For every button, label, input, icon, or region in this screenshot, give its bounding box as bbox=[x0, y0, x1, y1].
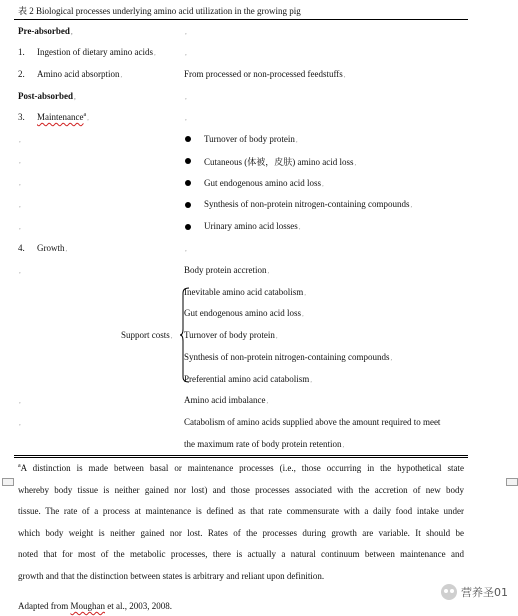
support-cost-text: Turnover of body protein bbox=[184, 330, 275, 340]
cell-mark: , bbox=[185, 114, 187, 122]
bullet-icon bbox=[185, 202, 191, 208]
growth-imbalance: Amino acid imbalance, bbox=[184, 395, 269, 405]
support-cost-text: Synthesis of non-protein nitrogen-containing compounds bbox=[184, 352, 390, 362]
growth-catabolism bbox=[184, 417, 440, 427]
cell-mark: , bbox=[185, 28, 187, 36]
footnote-line: which body weight is neither gained nor lost. Rates of the processes during growth are variable. It should be bbox=[18, 527, 464, 538]
maintenance-item: Synthesis of non-protein nitrogen-containing compounds, bbox=[204, 199, 413, 209]
support-cost-item: Turnover of body protein, bbox=[184, 330, 278, 340]
cell-mark: , bbox=[185, 49, 187, 57]
row-4: 4. Growth, bbox=[18, 243, 68, 253]
row-label: Ingestion of dietary amino acids bbox=[37, 47, 153, 57]
adapted-from bbox=[18, 601, 172, 611]
bullet-icon bbox=[185, 136, 191, 142]
row-3: 3. Maintenance$^a$, bbox=[18, 112, 89, 122]
support-cost-item: Inevitable amino acid catabolism, bbox=[184, 287, 306, 297]
maintenance-item-text: Synthesis of non-protein nitrogen-containing compounds bbox=[204, 199, 410, 209]
footnote-marker: a bbox=[18, 463, 21, 469]
cell-mark: , bbox=[185, 245, 187, 253]
support-cost-text: Gut endogenous amino acid loss bbox=[184, 308, 301, 318]
cell-mark: , bbox=[185, 93, 187, 101]
support-costs-label: Support costs, bbox=[121, 330, 173, 340]
support-cost-text: Preferential amino acid catabolism bbox=[184, 374, 310, 384]
row-value: From processed or non-processed feedstuffs bbox=[184, 69, 343, 79]
table-resize-handle[interactable] bbox=[2, 478, 14, 486]
footnote-text: A distinction is made between basal or maintenance processes (i.e., those occurring in the hypothetical state bbox=[20, 463, 464, 473]
watermark bbox=[441, 584, 508, 600]
growth-accretion: Body protein accretion, bbox=[184, 265, 270, 275]
adapted-prefix: Adapted from bbox=[18, 601, 69, 611]
cell-mark: , bbox=[19, 157, 21, 165]
row-number: 4. bbox=[18, 243, 25, 253]
cell-mark: , bbox=[19, 136, 21, 144]
maintenance-item-text: Turnover of body protein bbox=[204, 134, 295, 144]
growth-catabolism-cont: the maximum rate of body protein retention, bbox=[184, 439, 345, 449]
section-label: Pre-absorbed bbox=[18, 26, 70, 36]
row-label: Maintenance bbox=[37, 112, 84, 122]
row-label: Amino acid absorption bbox=[37, 69, 120, 79]
maintenance-item: Gut endogenous amino acid loss, bbox=[204, 178, 324, 188]
footnote bbox=[18, 456, 464, 588]
row-label: Growth bbox=[37, 243, 65, 253]
row-number: 3. bbox=[18, 112, 25, 122]
row-2: 2. Amino acid absorption, bbox=[18, 69, 123, 79]
caption-text: 表 2 Biological processes underlying amino acid utilization in the growing pig bbox=[18, 6, 301, 16]
section-pre-absorbed: Pre-absorbed, bbox=[18, 26, 73, 36]
maintenance-item: Cutaneous (体被，皮肤) amino acid loss, bbox=[204, 157, 357, 167]
cell-mark: , bbox=[19, 419, 21, 427]
growth-item-text: the maximum rate of body protein retention bbox=[184, 439, 342, 449]
bullet-icon bbox=[185, 180, 191, 186]
top-rule bbox=[14, 19, 468, 20]
cell-mark: , bbox=[19, 397, 21, 405]
table-resize-handle[interactable] bbox=[506, 478, 518, 486]
support-cost-text: Inevitable amino acid catabolism bbox=[184, 287, 304, 297]
growth-item-text: Amino acid imbalance bbox=[184, 395, 266, 405]
footnote-line bbox=[18, 456, 464, 480]
row-1: 1. Ingestion of dietary amino acids, bbox=[18, 47, 156, 57]
footnote-line: tissue. The rate of a process at maintenance is defined as that rate commensurate with a daily food intake under bbox=[18, 506, 464, 517]
support-costs-text: Support costs bbox=[121, 330, 170, 340]
support-cost-item: Preferential amino acid catabolism, bbox=[184, 374, 312, 384]
footnote-line: noted that for most of the metabolic processes, there is actually a natural continuum between maintenance and bbox=[18, 549, 464, 560]
support-cost-item: Gut endogenous amino acid loss, bbox=[184, 308, 304, 318]
growth-item-text: Body protein accretion bbox=[184, 265, 267, 275]
adapted-author: Moughan bbox=[70, 601, 105, 611]
footnote-marker: a bbox=[83, 112, 87, 118]
wechat-logo-icon bbox=[441, 584, 457, 600]
row-number: 2. bbox=[18, 69, 25, 79]
table-caption bbox=[18, 4, 301, 17]
cell-mark: , bbox=[19, 179, 21, 187]
maintenance-item-text: Urinary amino acid losses bbox=[204, 221, 298, 231]
section-label: Post-absorbed bbox=[18, 91, 74, 101]
bullet-icon bbox=[185, 224, 191, 230]
footnote-line: growth and that the distinction between states is arbitrary and reliant upon definition. bbox=[18, 570, 325, 581]
cell-mark: , bbox=[19, 201, 21, 209]
adapted-suffix: et al., 2003, 2008. bbox=[107, 601, 172, 611]
cell-mark: , bbox=[19, 267, 21, 275]
cell-mark: , bbox=[19, 223, 21, 231]
maintenance-item-text: Gut endogenous amino acid loss bbox=[204, 178, 321, 188]
maintenance-item-text: Cutaneous (体被，皮肤) amino acid loss bbox=[204, 157, 354, 167]
section-post-absorbed: Post-absorbed, bbox=[18, 91, 76, 101]
footnote-line: whereby body tissue is neither gained nor lost) and those processes associated with the accretion of new body bbox=[18, 484, 464, 495]
growth-item-text: Catabolism of amino acids supplied above the amount required to meet bbox=[184, 417, 441, 427]
row-number: 1. bbox=[18, 47, 25, 57]
support-cost-item: Synthesis of non-protein nitrogen-containing compounds, bbox=[184, 352, 393, 362]
bullet-icon bbox=[185, 158, 191, 164]
maintenance-item: Turnover of body protein, bbox=[204, 134, 298, 144]
watermark-text: 营养圣01 bbox=[461, 586, 508, 599]
row-2-value: From processed or non-processed feedstuffs, bbox=[184, 69, 346, 79]
maintenance-item: Urinary amino acid losses, bbox=[204, 221, 301, 231]
